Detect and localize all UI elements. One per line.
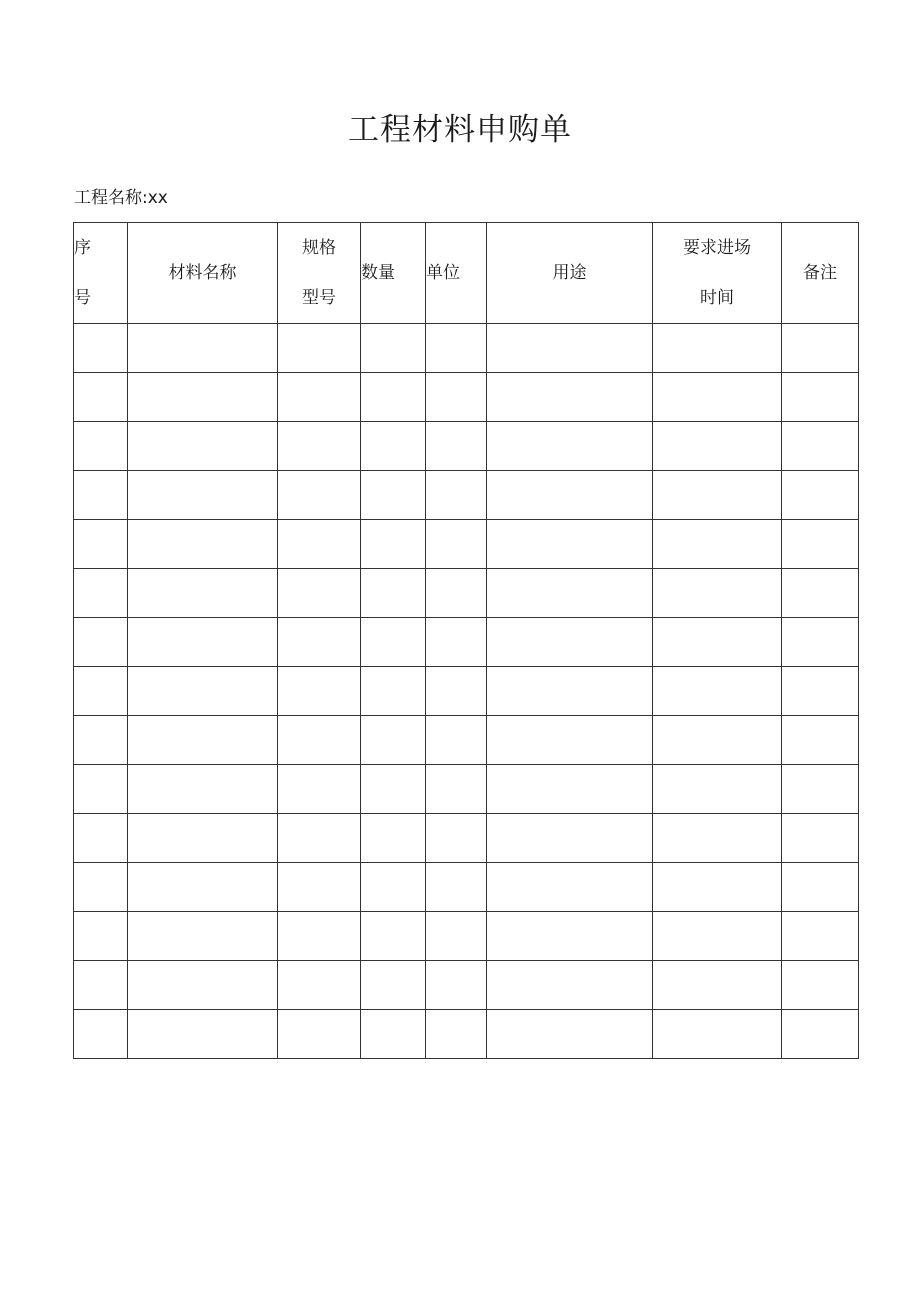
cell-usage: [487, 520, 653, 569]
cell-index: [74, 912, 128, 961]
cell-spec: [278, 667, 361, 716]
cell-material-name: [128, 324, 278, 373]
cell-usage: [487, 422, 653, 471]
cell-unit: [426, 324, 487, 373]
cell-material-name: [128, 863, 278, 912]
header-remarks: 备注: [782, 223, 859, 324]
header-spec: [278, 223, 361, 324]
cell-usage: [487, 912, 653, 961]
form-title: 工程材料申购单: [348, 112, 572, 148]
cell-spec: [278, 716, 361, 765]
cell-remarks: [782, 961, 859, 1010]
project-name-line: [74, 186, 168, 210]
cell-usage: [487, 814, 653, 863]
cell-unit: [426, 912, 487, 961]
cell-unit: [426, 863, 487, 912]
cell-spec: [278, 422, 361, 471]
cell-index: [74, 1010, 128, 1059]
cell-index: [74, 814, 128, 863]
cell-required-time: [653, 912, 782, 961]
cell-quantity: [361, 569, 426, 618]
cell-material-name: [128, 471, 278, 520]
header-spec-line-1: 规格: [302, 238, 336, 258]
cell-unit: [426, 520, 487, 569]
cell-remarks: [782, 1010, 859, 1059]
cell-material-name: [128, 520, 278, 569]
cell-material-name: [128, 716, 278, 765]
header-index-line-2: 号: [74, 288, 91, 308]
cell-material-name: [128, 1010, 278, 1059]
cell-remarks: [782, 912, 859, 961]
cell-material-name: [128, 765, 278, 814]
cell-quantity: [361, 324, 426, 373]
cell-required-time: [653, 863, 782, 912]
cell-spec: [278, 373, 361, 422]
cell-quantity: [361, 912, 426, 961]
cell-required-time: [653, 1010, 782, 1059]
header-material-name: 材料名称: [128, 223, 278, 324]
header-required-time: [653, 223, 782, 324]
table-row: [74, 324, 859, 373]
cell-index: [74, 863, 128, 912]
cell-remarks: [782, 422, 859, 471]
cell-unit: [426, 422, 487, 471]
cell-spec: [278, 569, 361, 618]
cell-usage: [487, 667, 653, 716]
cell-index: [74, 765, 128, 814]
table-row: [74, 912, 859, 961]
cell-material-name: [128, 961, 278, 1010]
cell-spec: [278, 1010, 361, 1059]
cell-unit: [426, 471, 487, 520]
cell-index: [74, 618, 128, 667]
cell-quantity: [361, 863, 426, 912]
table-row: [74, 471, 859, 520]
cell-material-name: [128, 569, 278, 618]
cell-quantity: [361, 1010, 426, 1059]
cell-required-time: [653, 471, 782, 520]
cell-unit: [426, 373, 487, 422]
cell-remarks: [782, 373, 859, 422]
cell-usage: [487, 961, 653, 1010]
table-row: [74, 373, 859, 422]
cell-required-time: [653, 373, 782, 422]
cell-quantity: [361, 422, 426, 471]
cell-required-time: [653, 814, 782, 863]
cell-index: [74, 422, 128, 471]
cell-remarks: [782, 569, 859, 618]
table-row: [74, 1010, 859, 1059]
cell-required-time: [653, 520, 782, 569]
cell-index: [74, 716, 128, 765]
header-required-time-line-1: 要求进场: [683, 238, 751, 258]
cell-material-name: [128, 373, 278, 422]
cell-quantity: [361, 520, 426, 569]
table-row: [74, 961, 859, 1010]
cell-usage: [487, 471, 653, 520]
cell-spec: [278, 863, 361, 912]
cell-required-time: [653, 618, 782, 667]
table-row: [74, 422, 859, 471]
cell-usage: [487, 569, 653, 618]
cell-index: [74, 961, 128, 1010]
cell-unit: [426, 814, 487, 863]
cell-remarks: [782, 324, 859, 373]
cell-remarks: [782, 863, 859, 912]
cell-spec: [278, 912, 361, 961]
cell-remarks: [782, 471, 859, 520]
table-row: [74, 520, 859, 569]
cell-spec: [278, 961, 361, 1010]
cell-usage: [487, 1010, 653, 1059]
header-unit: 单位: [426, 223, 487, 324]
table-row: [74, 618, 859, 667]
cell-remarks: [782, 667, 859, 716]
cell-spec: [278, 324, 361, 373]
cell-quantity: [361, 814, 426, 863]
cell-unit: [426, 667, 487, 716]
cell-quantity: [361, 716, 426, 765]
material-request-table: [73, 222, 859, 1059]
header-quantity: 数量: [361, 223, 426, 324]
cell-spec: [278, 471, 361, 520]
cell-required-time: [653, 765, 782, 814]
cell-quantity: [361, 373, 426, 422]
cell-unit: [426, 1010, 487, 1059]
header-spec-line-2: 型号: [302, 288, 336, 308]
cell-quantity: [361, 765, 426, 814]
cell-quantity: [361, 618, 426, 667]
cell-unit: [426, 618, 487, 667]
cell-spec: [278, 814, 361, 863]
cell-spec: [278, 765, 361, 814]
cell-remarks: [782, 765, 859, 814]
cell-material-name: [128, 814, 278, 863]
cell-spec: [278, 618, 361, 667]
cell-index: [74, 324, 128, 373]
cell-unit: [426, 961, 487, 1010]
header-index: [74, 223, 128, 324]
table-row: [74, 667, 859, 716]
header-usage: 用途: [487, 223, 653, 324]
cell-material-name: [128, 618, 278, 667]
cell-usage: [487, 765, 653, 814]
cell-material-name: [128, 667, 278, 716]
cell-usage: [487, 373, 653, 422]
cell-unit: [426, 716, 487, 765]
cell-usage: [487, 618, 653, 667]
cell-index: [74, 520, 128, 569]
cell-required-time: [653, 961, 782, 1010]
project-name-value: xx: [147, 188, 168, 208]
cell-remarks: [782, 520, 859, 569]
cell-unit: [426, 765, 487, 814]
cell-remarks: [782, 814, 859, 863]
cell-index: [74, 373, 128, 422]
table-row: [74, 716, 859, 765]
cell-quantity: [361, 471, 426, 520]
cell-material-name: [128, 912, 278, 961]
cell-index: [74, 569, 128, 618]
cell-unit: [426, 569, 487, 618]
cell-usage: [487, 324, 653, 373]
cell-required-time: [653, 716, 782, 765]
cell-required-time: [653, 667, 782, 716]
cell-material-name: [128, 422, 278, 471]
table-row: [74, 863, 859, 912]
cell-index: [74, 667, 128, 716]
cell-remarks: [782, 618, 859, 667]
cell-quantity: [361, 961, 426, 1010]
cell-required-time: [653, 569, 782, 618]
project-name-label: 工程名称:: [74, 188, 148, 208]
header-index-line-1: 序: [74, 238, 91, 258]
cell-usage: [487, 863, 653, 912]
cell-index: [74, 471, 128, 520]
cell-usage: [487, 716, 653, 765]
table-row: [74, 765, 859, 814]
table-row: [74, 814, 859, 863]
header-required-time-line-2: 时间: [700, 288, 734, 308]
cell-quantity: [361, 667, 426, 716]
table-row: [74, 569, 859, 618]
cell-remarks: [782, 716, 859, 765]
cell-required-time: [653, 324, 782, 373]
table-header-row: [74, 223, 859, 324]
table-body: [74, 324, 859, 1059]
cell-required-time: [653, 422, 782, 471]
cell-spec: [278, 520, 361, 569]
